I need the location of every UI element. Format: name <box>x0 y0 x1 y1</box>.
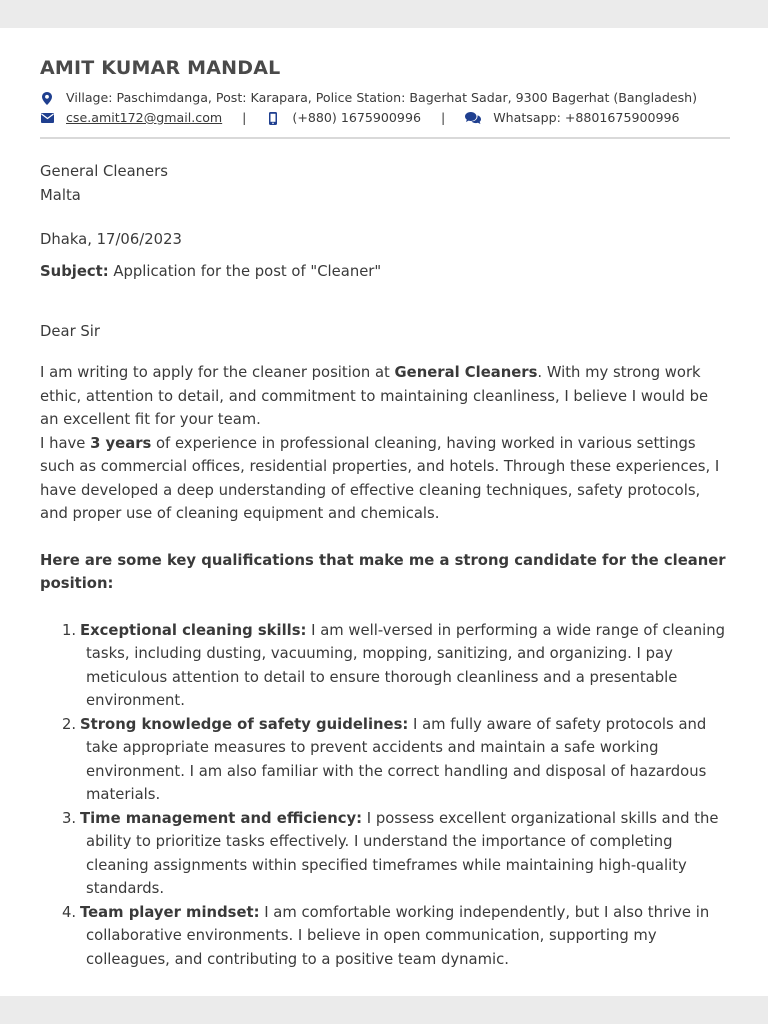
header-divider <box>40 137 730 139</box>
address-text: Village: Paschimdanga, Post: Karapara, Police Station: Bagerhat Sadar, 9300 Bagerhat (Bangladesh) <box>66 90 698 105</box>
recipient-country: Malta <box>40 187 81 204</box>
email-link[interactable]: cse.amit172@gmail.com <box>66 110 223 125</box>
whatsapp-text: Whatsapp: +8801675900996 <box>493 110 680 125</box>
qualification-title: Strong knowledge of safety guidelines: <box>80 715 409 733</box>
body-paragraph <box>40 432 730 526</box>
qualification-text: I am well-versed in performing a wide range of cleaning tasks, including dusting, vacuuming, mopping, sanitizing, and organizing. I pay meticulous attention to detail to ensure thorough cleanliness and a presentable environment. <box>86 621 726 709</box>
recipient-block <box>40 160 730 208</box>
qualification-title: Time management and efficiency: <box>80 809 363 827</box>
qualifications-heading: Here are some key qualifications that make me a strong candidate for the cleaner position: <box>40 551 726 592</box>
qualification-title: Team player mindset: <box>80 903 260 921</box>
chat-bubbles-icon <box>465 111 481 125</box>
paragraph-bold: General Cleaners <box>394 364 538 381</box>
envelope-icon <box>40 111 54 125</box>
list-item <box>40 901 730 972</box>
body-paragraph <box>40 361 730 432</box>
separator: | <box>440 110 446 125</box>
phone-text: (+880) 1675900996 <box>292 110 421 125</box>
separator: | <box>242 110 247 125</box>
recipient-company: General Cleaners <box>40 163 168 180</box>
applicant-name: AMIT KUMAR MANDAL <box>40 57 281 79</box>
salutation: Dear Sir <box>40 323 100 340</box>
list-item <box>40 713 730 807</box>
date-line: Dhaka, 17/06/2023 <box>40 231 182 248</box>
qualification-title: Exceptional cleaning skills: <box>80 621 307 639</box>
qualification-text: I possess excellent organizational skills and the ability to prioritize tasks effectively. I understand the importance of completing cleaning assignments within specified timeframes while maintaining high-quality standards. <box>86 809 719 897</box>
letter-content <box>40 56 730 971</box>
list-number: 3. <box>62 809 77 827</box>
subject-text: Application for the post of "Cleaner" <box>108 263 382 280</box>
paragraph-text: I have <box>40 434 91 452</box>
subject-label: Subject: <box>40 263 109 280</box>
mobile-phone-icon <box>266 111 280 125</box>
qualification-text: I am fully aware of safety protocols and take appropriate measures to prevent accidents and maintain a safe working environment. I am also familiar with the correct handling and disposal of hazardous materials. <box>86 715 707 803</box>
paragraph-text: I am writing to apply for the cleaner position at <box>40 364 395 381</box>
map-marker-icon <box>40 91 54 105</box>
qualifications-list <box>40 619 730 972</box>
list-number: 2. <box>62 715 77 733</box>
letter-body <box>40 361 730 526</box>
subject-line <box>40 260 730 284</box>
paragraph-bold: 3 years <box>90 434 152 452</box>
paragraph-text: of experience in professional cleaning, having worked in various settings such as commercial offices, residential properties, and hotels. Through these experiences, I have developed a deep understanding of effective cleaning techniques, safety protocols, and proper use of cleaning equipment and chemicals. <box>40 434 720 522</box>
letter-page <box>0 28 768 996</box>
list-item <box>40 619 730 713</box>
qualification-text: I am comfortable working independently, but I also thrive in collaborative environments. I believe in open communication, supporting my colleagues, and contributing to a positive team dynamic. <box>86 903 710 968</box>
address-line <box>40 88 730 108</box>
paragraph-text: . With my strong work ethic, attention to detail, and commitment to maintaining cleanliness, I believe I would be an excellent fit for your team. <box>40 364 709 428</box>
list-number: 1. <box>62 621 77 639</box>
contact-line <box>40 108 730 128</box>
list-number: 4. <box>62 903 77 921</box>
list-item <box>40 807 730 901</box>
